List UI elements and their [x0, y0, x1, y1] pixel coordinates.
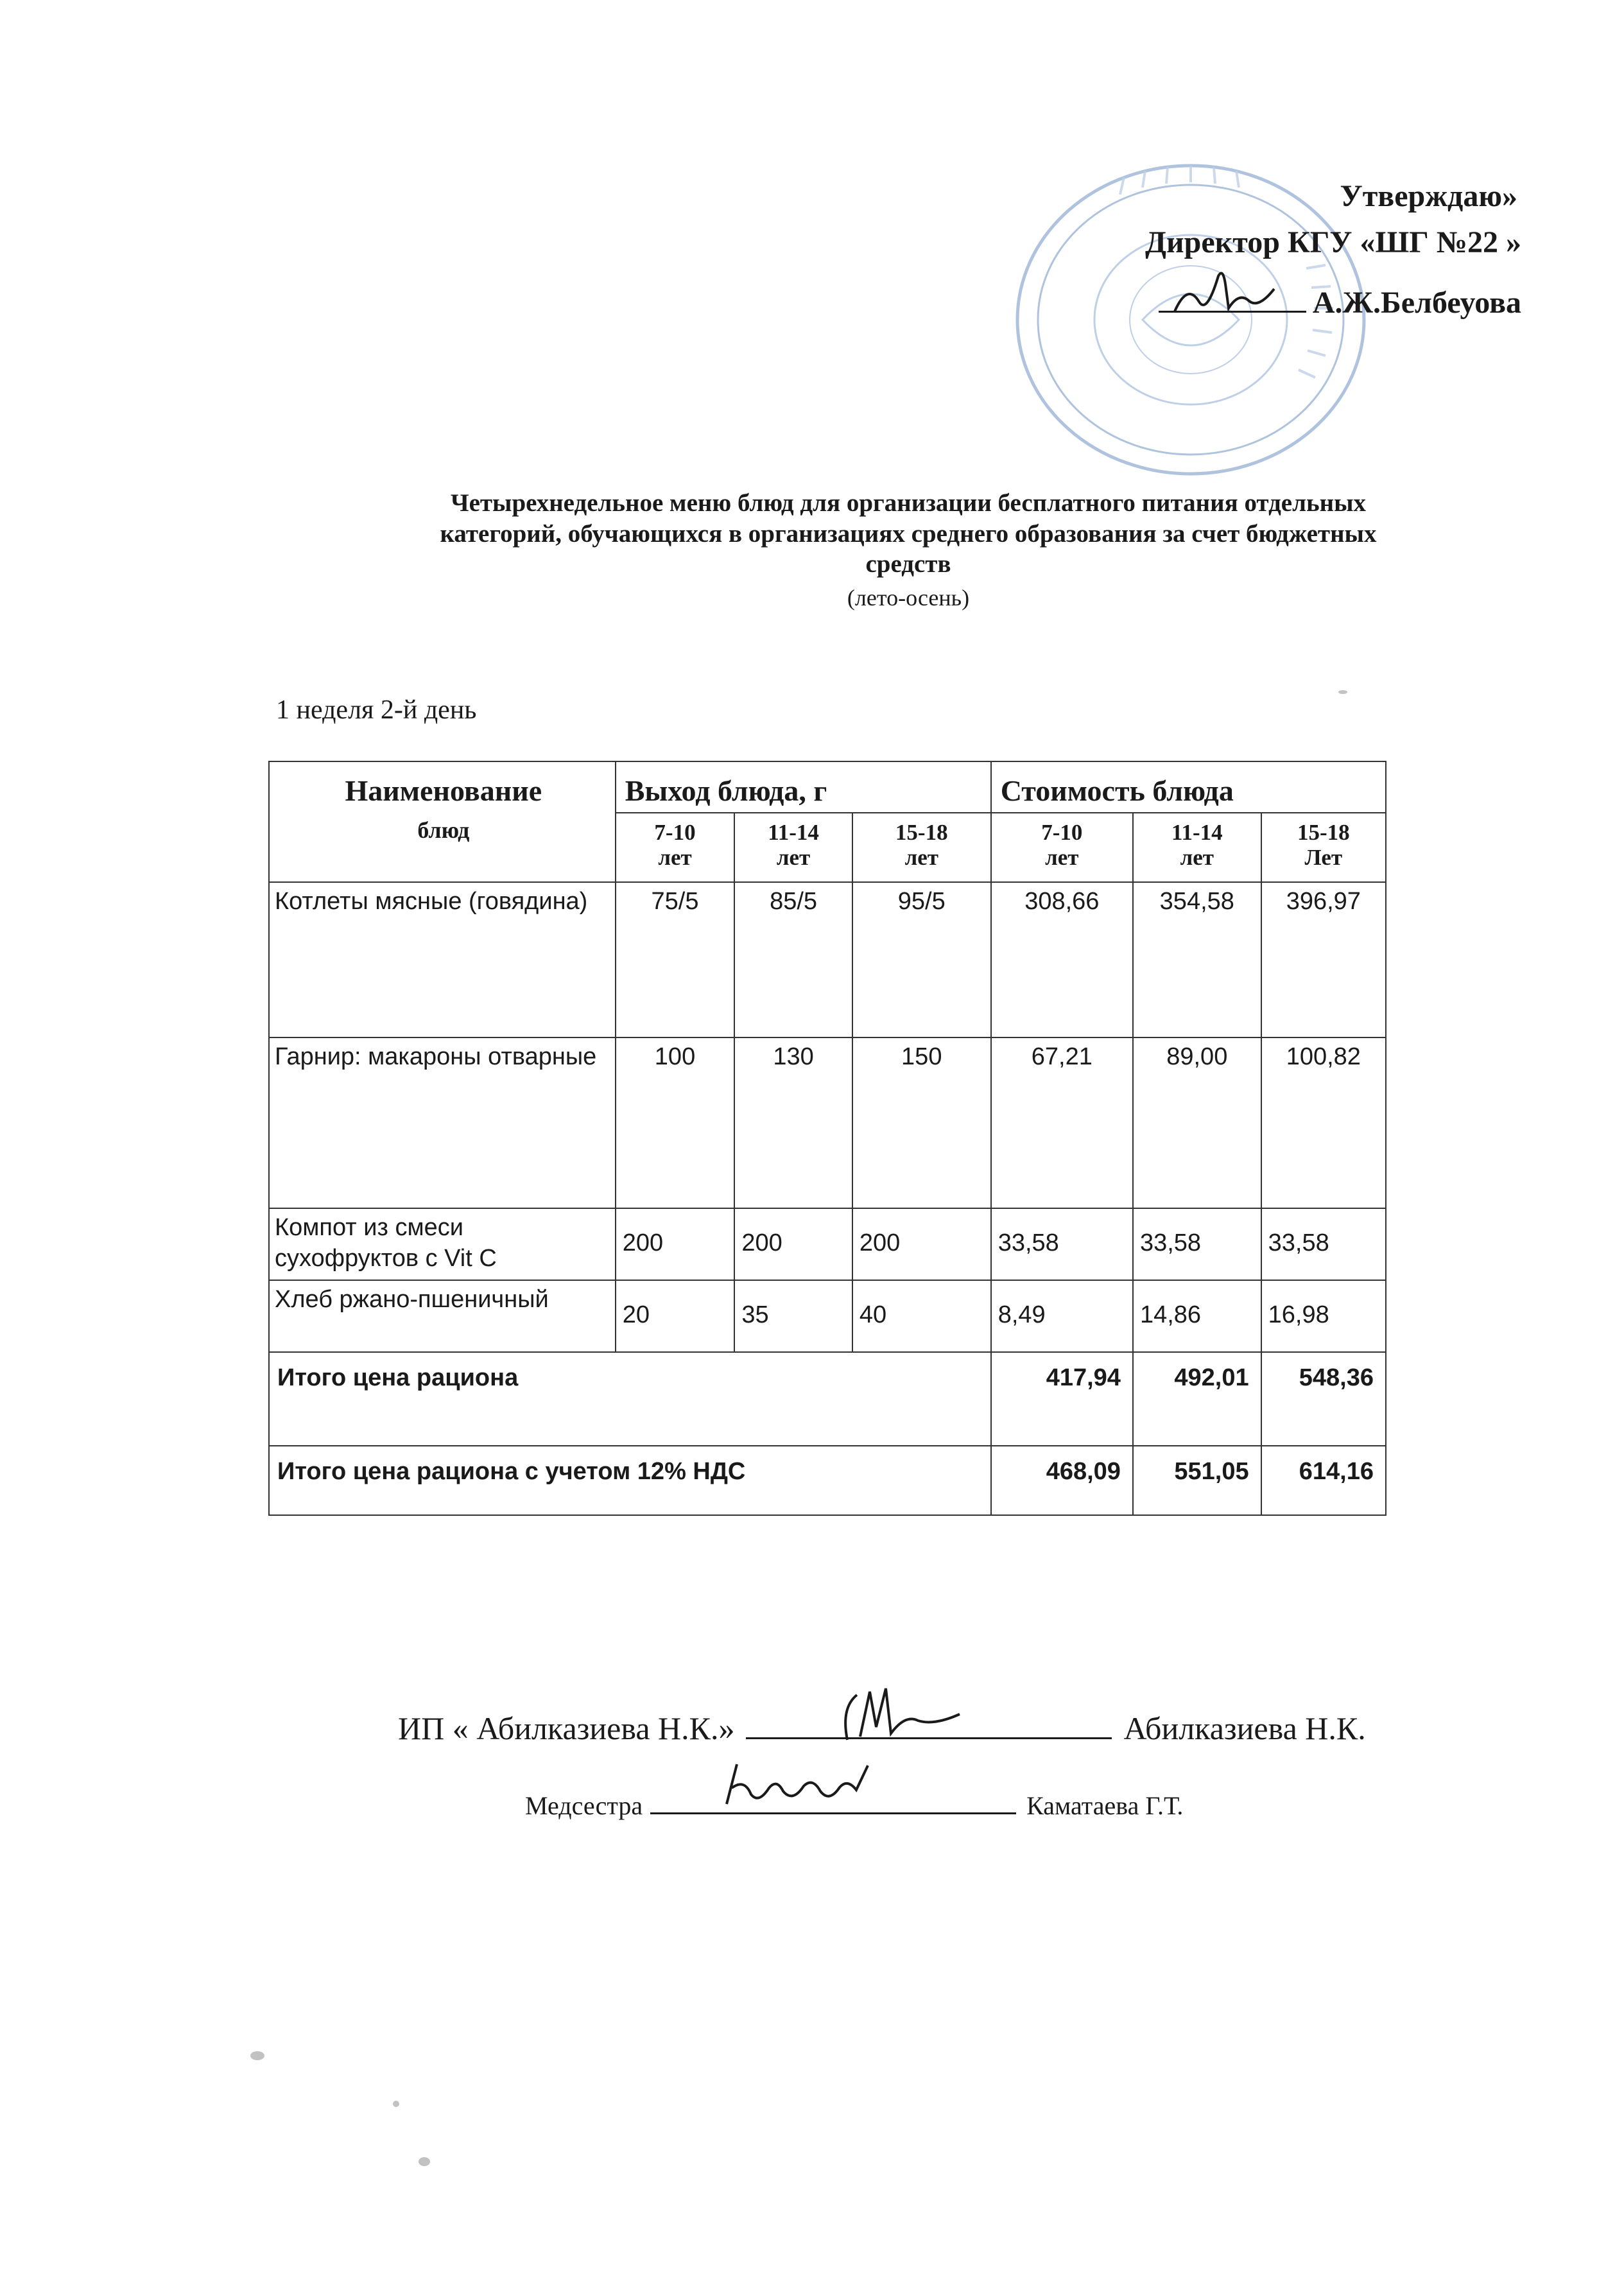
total-value: 492,01: [1133, 1352, 1261, 1446]
cost-value: 308,66: [991, 882, 1133, 1037]
director-signature-scrawl: [1162, 263, 1290, 321]
header-yield: Выход блюда, г: [616, 761, 991, 813]
cost-value: 396,97: [1261, 882, 1386, 1037]
total-row: [269, 1352, 1386, 1446]
cost-value: 33,58: [1133, 1208, 1261, 1280]
cost-value: 33,58: [991, 1208, 1133, 1280]
nurse-name: Каматаева Г.Т.: [1026, 1791, 1184, 1820]
table-row: [269, 1280, 1386, 1352]
table-header-row: [269, 761, 1386, 813]
total-vat-value: 551,05: [1133, 1446, 1261, 1515]
header-dish-name-bottom: блюд: [417, 817, 470, 843]
scan-speck: [393, 2101, 399, 2107]
yield-value: 200: [852, 1208, 991, 1280]
cost-value: 354,58: [1133, 882, 1261, 1037]
cost-value: 14,86: [1133, 1280, 1261, 1352]
header-age-yield-15-18: 15-18 лет: [852, 813, 991, 882]
header-age-cost-11-14: 11-14 лет: [1133, 813, 1261, 882]
nurse-signature-line: [525, 1788, 1295, 1821]
yield-value: 100: [616, 1037, 735, 1208]
season-subtitle: (лето-осень): [847, 585, 970, 611]
header-cost: Стоимость блюда: [991, 761, 1386, 813]
header-dish-name-top: Наименование: [345, 774, 542, 807]
dish-name: Компот из смеси сухофруктов с Vit C: [269, 1208, 616, 1280]
total-label: Итого цена рациона: [269, 1352, 991, 1446]
title-line-2: категорий, обучающихся в организациях среднего образования за счет бюджетных: [440, 519, 1377, 548]
cost-value: 33,58: [1261, 1208, 1386, 1280]
yield-value: 40: [852, 1280, 991, 1352]
approval-director-title: Директор КГУ «ШГ №22 »: [1145, 225, 1521, 259]
yield-value: 75/5: [616, 882, 735, 1037]
title-line-3: средств: [865, 550, 951, 578]
menu-table: [268, 761, 1386, 1516]
supplier-signature-scrawl: [822, 1676, 976, 1753]
header-dish-name: [269, 761, 616, 882]
header-age-yield-11-14: 11-14 лет: [734, 813, 852, 882]
nurse-signature-scrawl: [719, 1759, 886, 1810]
yield-value: 20: [616, 1280, 735, 1352]
total-vat-label: Итого цена рациона с учетом 12% НДС: [269, 1446, 991, 1515]
scan-speck: [250, 2051, 264, 2060]
title-line-1: Четырехнедельное меню блюд для организации бесплатного питания отдельных: [450, 489, 1367, 517]
dish-name: Котлеты мясные (говядина): [269, 882, 616, 1037]
header-age-cost-7-10: 7-10 лет: [991, 813, 1133, 882]
cost-value: 16,98: [1261, 1280, 1386, 1352]
cost-value: 100,82: [1261, 1037, 1386, 1208]
yield-value: 95/5: [852, 882, 991, 1037]
yield-value: 200: [616, 1208, 735, 1280]
approval-heading: Утверждаю»: [1340, 179, 1517, 213]
director-name: А.Ж.Белбеуова: [1312, 286, 1521, 320]
total-vat-row: [269, 1446, 1386, 1515]
supplier-name: Абилказиева Н.К.: [1123, 1710, 1366, 1746]
total-value: 417,94: [991, 1352, 1133, 1446]
scan-speck: [419, 2157, 430, 2166]
scan-speck: [1338, 690, 1347, 694]
total-vat-value: 614,16: [1261, 1446, 1386, 1515]
supplier-label: ИП « Абилказиева Н.К.»: [398, 1710, 735, 1746]
cost-value: 89,00: [1133, 1037, 1261, 1208]
yield-value: 130: [734, 1037, 852, 1208]
dish-name: Хлеб ржано-пшеничный: [269, 1280, 616, 1352]
header-age-cost-15-18: 15-18 Лет: [1261, 813, 1386, 882]
nurse-label: Медсестра: [525, 1791, 643, 1820]
cost-value: 8,49: [991, 1280, 1133, 1352]
week-day-label: 1 неделя 2-й день: [276, 695, 477, 725]
yield-value: 85/5: [734, 882, 852, 1037]
cost-value: 67,21: [991, 1037, 1133, 1208]
yield-value: 200: [734, 1208, 852, 1280]
yield-value: 35: [734, 1280, 852, 1352]
dish-name: Гарнир: макароны отварные: [269, 1037, 616, 1208]
yield-value: 150: [852, 1037, 991, 1208]
table-row: [269, 882, 1386, 1037]
table-row: [269, 1208, 1386, 1280]
table-row: [269, 1037, 1386, 1208]
document-title: [276, 488, 1541, 580]
header-age-yield-7-10: 7-10 лет: [616, 813, 735, 882]
total-value: 548,36: [1261, 1352, 1386, 1446]
total-vat-value: 468,09: [991, 1446, 1133, 1515]
